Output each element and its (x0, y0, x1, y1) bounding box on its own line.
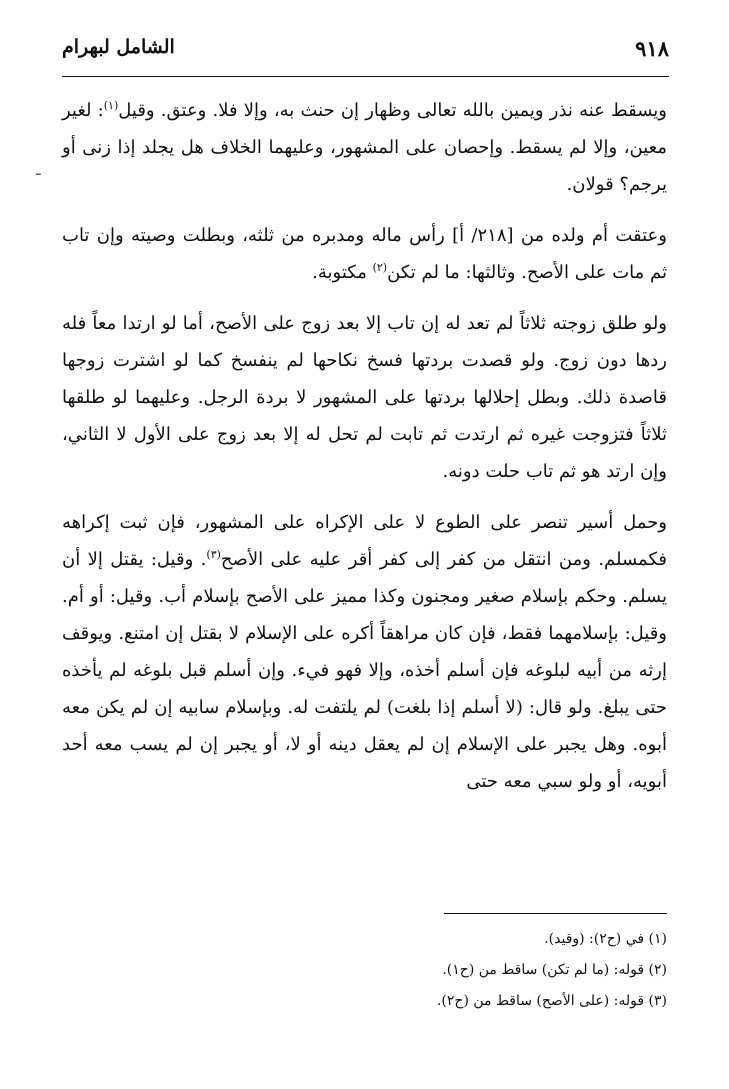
page-number: ٩١٨ (635, 36, 669, 61)
page-header (62, 30, 669, 77)
paragraph-text: وعتقت أم ولده من [٢١٨/ أ] رأس ماله ومدبره من ثلثه، وبطلت وصيته وإن تاب ثم مات على الأصح. وثالثها: ما لم تكن (62, 225, 667, 283)
footnote-3: (٣) قوله: (على الأصح) ساقط من (ح٢). (436, 993, 667, 1009)
paragraph-text: وحمل أسير تنصر على الطوع لا على الإكراه على المشهور، فإن ثبت إكراهه فكمسلم. ومن انتقل من كفر إلى كفر أقر عليه على الأصح (62, 512, 667, 570)
footnote-2: (٢) قوله: (ما لم تكن) ساقط من (ح١). (442, 962, 667, 978)
paragraph-3 (62, 305, 667, 490)
paragraph-2 (62, 217, 667, 291)
footnotes (62, 924, 667, 1017)
paragraph-text: ويسقط عنه نذر ويمين بالله تعالى وظهار إن حنث به، وإلا فلا. وعتق. وقيل (118, 100, 667, 121)
footnote-separator (444, 913, 667, 914)
paragraph-4 (62, 504, 667, 800)
paragraph-text: ولو طلق زوجته ثلاثاً لم تعد له إن تاب إلا بعد زوج على الأصح، أما لو ارتدا معاً فله ردها دون زوج. ولو قصدت بردتها فسخ نكاحها لم ينفسخ كما لو اشترت زوجها قاصدة ذلك. وبطل إحلالها بردتها على المشهور لا بردة الرجل. وعليهما لو طلقها ثلاثاً فتزوجت غيره ثم ارتدت ثم تابت لم تحل له إلا بعد زوج على الأول لا الثاني، وإن ارتد هو ثم تاب حلت دونه. (62, 313, 667, 482)
footnote-ref-2: (٢) (372, 261, 388, 274)
footnote-ref-3: (٣) (206, 548, 221, 561)
paragraph-1 (62, 92, 667, 203)
paragraph-text: : لغير معين، وإلا لم يسقط. وإحصان على المشهور، وعليهما الخلاف هل يجلد إذا زنى أو يرجم؟ قولان. (62, 100, 667, 195)
footnote-1: (١) في (ح٢): (وقيد). (544, 931, 667, 947)
paragraph-text: . وقيل: يقتل إلا أن يسلم. وحكم بإسلام صغير ومجنون وكذا مميز على الأصح بإسلام أب. وقيل: أو أم. وقيل: بإسلامهما فقط، فإن كان مراهقاً أكره على الإسلام لا بقتل إن امتنع. ويوقف إرثه من أبيه لبلوغه فإن أسلم أخذه، وإلا فهو فيء. وإن أسلم قبل بلوغه لم يأخذه حتى يبلغ. ولو قال: (لا أسلم إذا بلغت) لم يلتفت له. وبإسلام سابيه إن لم يكن معه أبوه. وهل يجبر على الإسلام إن لم يعقل دينه أو لا، أو يجبر إن لم يسب معه أحد أبويه، أو ولو سبي معه حتى (62, 549, 667, 792)
running-title: الشامل لبهرام (62, 36, 175, 58)
main-text (62, 92, 667, 800)
footnote-ref-1: (١) (103, 99, 119, 112)
margin-mark: ـ (36, 160, 41, 179)
paragraph-text: مكتوبة. (312, 262, 373, 283)
